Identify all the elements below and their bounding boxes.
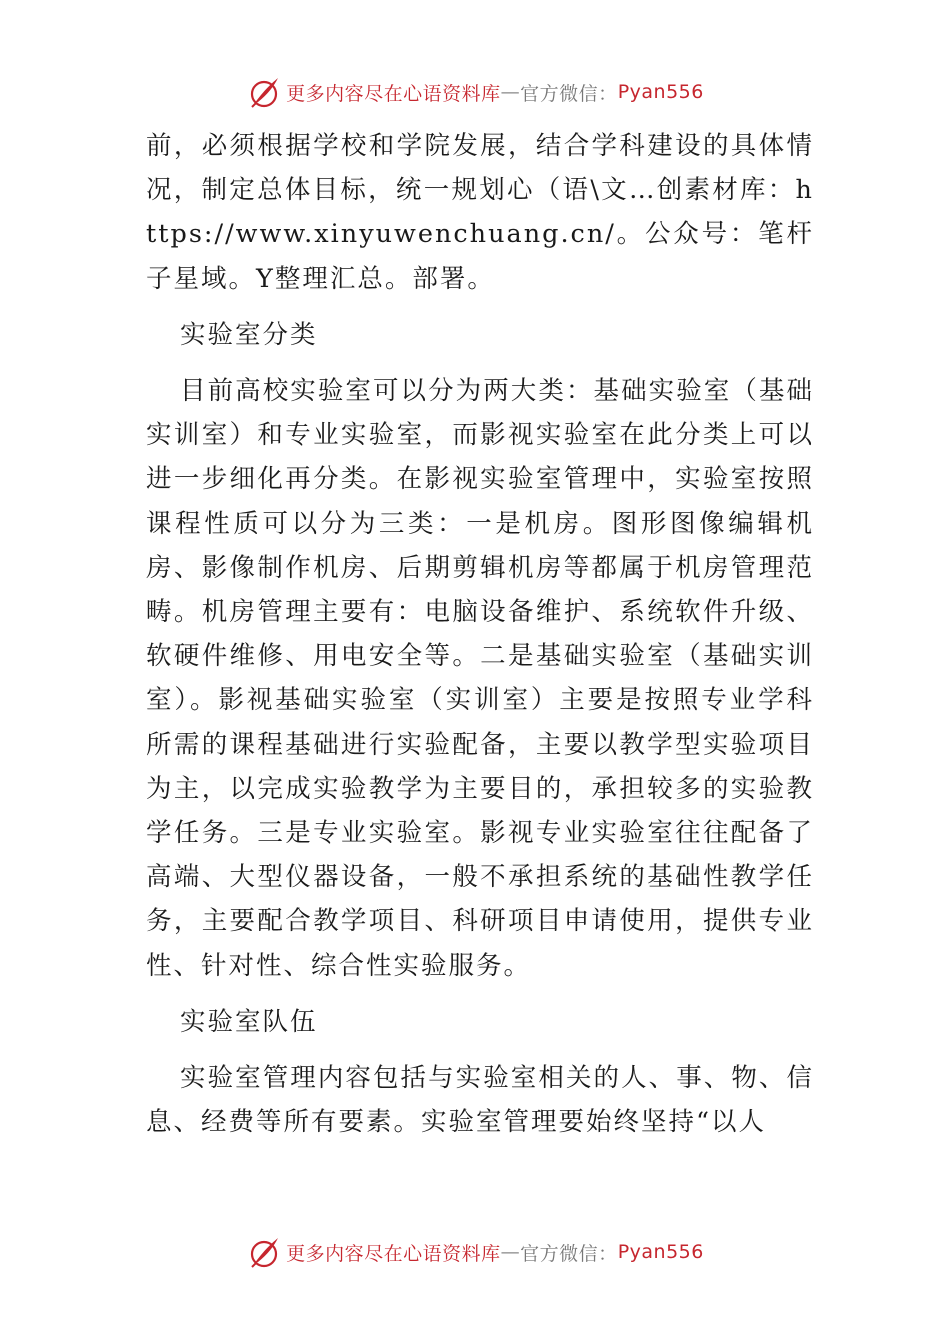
footer-wechat-label: 官方微信： [520, 1242, 618, 1265]
footer-site-text: 更多内容尽在心语资料库 [286, 1242, 501, 1265]
paragraph-intro-continued: 前，必须根据学校和学院发展，结合学科建设的具体情况，制定总体目标，统一规划心（语\文…创素材库：https://www.xinyuwenchuang.cn/。公众号：笔杆子星域。Y整理汇总。部署。 [146, 131, 814, 294]
footer-banner [0, 1232, 950, 1272]
document-body [146, 124, 814, 1144]
footer-dash: — [500, 1241, 521, 1263]
quill-pen-logo-icon [246, 1234, 282, 1270]
section-heading-lab-classification: 实验室分类 [180, 319, 318, 350]
header-banner [0, 72, 950, 112]
header-wechat-id: Pyan556 [617, 81, 704, 103]
header-dash: — [500, 81, 521, 103]
paragraph-lab-team: 实验室管理内容包括与实验室相关的人、事、物、信息、经费等所有要素。实验室管理要始终坚持“以人 [146, 1063, 814, 1138]
header-wechat-label: 官方微信： [520, 82, 618, 105]
section-heading-lab-team: 实验室队伍 [180, 1006, 318, 1037]
quill-pen-logo-icon [246, 74, 282, 110]
paragraph-lab-classification: 目前高校实验室可以分为两大类：基础实验室（基础实训室）和专业实验室，而影视实验室在此分类上可以进一步细化再分类。在影视实验室管理中，实验室按照课程性质可以分为三类：一是机房。图形图像编辑机房、影像制作机房、后期剪辑机房等都属于机房管理范畴。机房管理主要有：电脑设备维护、系统软件升级、软硬件维修、用电安全等。二是基础实验室（基础实训室）。影视基础实验室（实训室）主要是按照专业学科所需的课程基础进行实验配备，主要以教学型实验项目为主，以完成实验教学为主要目的，承担较多的实验教学任务。三是专业实验室。影视专业实验室往往配备了高端、大型仪器设备，一般不承担系统的基础性教学任务，主要配合教学项目、科研项目申请使用，提供专业性、针对性、综合性实验服务。 [146, 376, 814, 981]
header-site-text: 更多内容尽在心语资料库 [286, 82, 501, 105]
footer-wechat-id: Pyan556 [617, 1241, 704, 1263]
